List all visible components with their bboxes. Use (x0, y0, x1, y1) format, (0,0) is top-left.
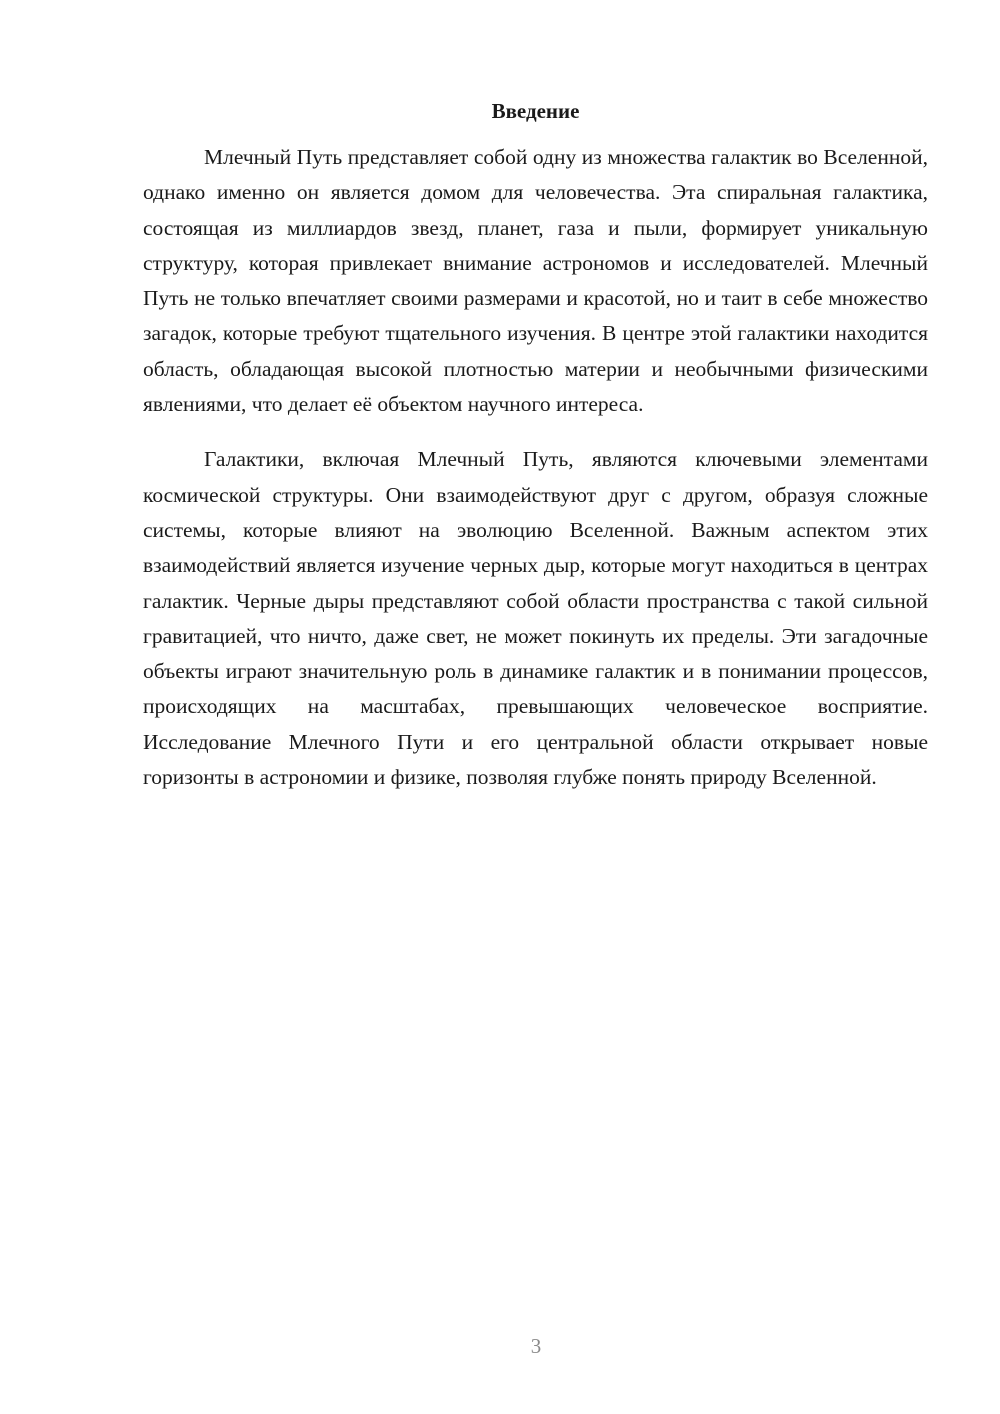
section-title: Введение (491, 99, 580, 123)
page-body (143, 96, 928, 795)
paragraph-2: Галактики, включая Млечный Путь, являются ключевыми элементами космической структуры. Они взаимодействуют друг с другом, образуя сложные системы, которые влияют на эволюцию Вселенной. Важным аспектом этих взаимодействий является изучение черных дыр, которые могут находиться в центрах галактик. Черные дыры представляют собой области пространства с такой сильной гравитацией, что ничто, даже свет, не может покинуть их пределы. Эти загадочные объекты играют значительную роль в динамике галактик и в понимании процессов, происходящих на масштабах, превышающих человеческое восприятие. Исследование Млечного Пути и его центральной области открывает новые горизонты в астрономии и физике, позволяя глубже понять природу Вселенной. (143, 447, 928, 790)
page-number: 3 (530, 1334, 542, 1358)
paragraph-1: Млечный Путь представляет собой одну из множества галактик во Вселенной, однако именно он является домом для человечества. Эта спиральная галактика, состоящая из миллиардов звезд, планет, газа и пыли, формирует уникальную структуру, которая привлекает внимание астрономов и исследователей. Млечный Путь не только впечатляет своими размерами и красотой, но и таит в себе множество загадок, которые требуют тщательного изучения. В центре этой галактики находится область, обладающая высокой плотностью материи и необычными физическими явлениями, что делает её объектом научного интереса. (143, 145, 928, 417)
